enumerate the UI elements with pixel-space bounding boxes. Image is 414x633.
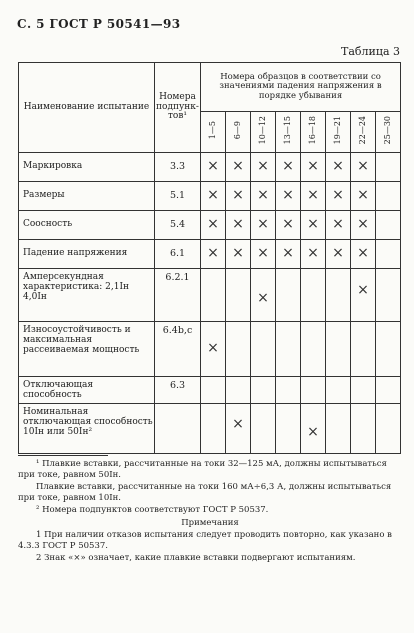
- mark: ×: [257, 216, 269, 233]
- col-header-section: Номера подпунк-тов¹: [155, 63, 201, 153]
- mark-cell: [326, 377, 351, 404]
- table-row: [19, 322, 401, 377]
- mark-cell: [276, 322, 301, 377]
- mark: ×: [232, 187, 244, 204]
- mark-cell: [326, 211, 351, 240]
- mark-cell: [251, 153, 276, 182]
- mark: ×: [282, 245, 294, 262]
- mark-cell: [276, 211, 301, 240]
- mark-cell: [251, 211, 276, 240]
- mark: ×: [332, 187, 344, 204]
- mark-cell: [201, 240, 226, 269]
- sample-col: 6—9: [226, 112, 251, 153]
- row-name: Номинальная отключающая способность 10Iн или 50Iн²: [19, 404, 155, 454]
- mark-cell: [201, 211, 226, 240]
- sample-col: 13—15: [276, 112, 301, 153]
- mark: ×: [307, 158, 319, 175]
- sample-col: 25—30: [376, 112, 401, 153]
- row-section: 6.2.1: [155, 269, 201, 322]
- mark-cell: [351, 153, 376, 182]
- mark: ×: [357, 245, 369, 262]
- footnotes: [18, 455, 402, 564]
- mark-cell: [251, 377, 276, 404]
- mark-cell: [326, 322, 351, 377]
- row-section: 6.3: [155, 377, 201, 404]
- table-row: [19, 240, 401, 269]
- mark-cell: [276, 269, 301, 322]
- mark-cell: [376, 269, 401, 322]
- mark-cell: [301, 182, 326, 211]
- row-section: 6.1: [155, 240, 201, 269]
- mark-cell: [376, 182, 401, 211]
- mark-cell: [376, 322, 401, 377]
- row-name: Амперсекундная характеристика: 2,1Iн 4,0Iн: [19, 269, 155, 322]
- row-name: Размеры: [19, 182, 155, 211]
- mark: ×: [282, 216, 294, 233]
- table-row: [19, 153, 401, 182]
- mark: ×: [257, 158, 269, 175]
- mark-cell: [226, 182, 251, 211]
- mark-cell: [201, 322, 226, 377]
- mark-cell: [201, 153, 226, 182]
- mark-cell: [326, 240, 351, 269]
- row-name: Падение напряжения: [19, 240, 155, 269]
- mark-cell: [201, 269, 226, 322]
- note-1: 1 При наличии отказов испытания следует проводить повторно, как указано в 4.3.3 ГОСТ Р 50537.: [18, 529, 392, 552]
- table-row: [19, 377, 401, 404]
- mark-cell: [351, 377, 376, 404]
- sample-col: 22—24: [351, 112, 376, 153]
- mark-cell: [226, 404, 251, 454]
- table-row: [19, 404, 401, 454]
- mark: ×: [332, 158, 344, 175]
- mark: ×: [207, 216, 219, 233]
- mark-cell: [251, 269, 276, 322]
- mark-cell: [226, 240, 251, 269]
- mark-cell: [276, 153, 301, 182]
- sample-col: 10—12: [251, 112, 276, 153]
- mark-cell: [376, 211, 401, 240]
- mark: ×: [282, 158, 294, 175]
- sample-col: 1—5: [201, 112, 226, 153]
- mark-cell: [276, 377, 301, 404]
- mark-cell: [301, 269, 326, 322]
- mark: ×: [257, 187, 269, 204]
- mark: ×: [207, 187, 219, 204]
- mark-cell: [226, 211, 251, 240]
- mark-cell: [201, 377, 226, 404]
- mark-cell: [301, 377, 326, 404]
- mark-cell: [351, 211, 376, 240]
- mark-cell: [376, 377, 401, 404]
- mark: ×: [307, 216, 319, 233]
- mark-cell: [301, 322, 326, 377]
- table-row: [19, 269, 401, 322]
- mark-cell: [351, 404, 376, 454]
- mark-cell: [351, 240, 376, 269]
- row-name: Соосность: [19, 211, 155, 240]
- mark-cell: [376, 404, 401, 454]
- mark: ×: [207, 245, 219, 262]
- mark-cell: [326, 269, 351, 322]
- note-2: 2 Знак «×» означает, какие плавкие вставки подвергают испытаниям.: [36, 552, 356, 563]
- mark-cell: [276, 182, 301, 211]
- mark: ×: [307, 187, 319, 204]
- col-header-samples: Номера образцов в соответствии со значениями падения напряжения в порядке убывания: [201, 63, 401, 112]
- mark-cell: [326, 404, 351, 454]
- row-section: 6.4b,c: [155, 322, 201, 377]
- mark-cell: [351, 322, 376, 377]
- footnote-1b: Плавкие вставки, рассчитанные на токи 160 мА÷6,3 А, должны испытываться при токе, равном 10Iн.: [18, 481, 392, 504]
- mark-cell: [251, 182, 276, 211]
- mark-cell: [351, 269, 376, 322]
- sample-col: 19—21: [326, 112, 351, 153]
- mark: ×: [332, 245, 344, 262]
- mark-cell: [301, 404, 326, 454]
- mark-cell: [251, 240, 276, 269]
- mark-cell: [301, 240, 326, 269]
- mark-cell: [376, 153, 401, 182]
- notes-title: Примечания: [181, 518, 239, 529]
- mark: ×: [232, 245, 244, 262]
- mark-cell: [326, 153, 351, 182]
- mark: ×: [307, 245, 319, 262]
- col-header-name: Наименование испытание: [19, 63, 155, 153]
- mark: ×: [207, 340, 219, 357]
- mark-cell: [376, 240, 401, 269]
- mark: ×: [357, 216, 369, 233]
- row-name: Отключающая способность: [19, 377, 155, 404]
- mark-cell: [226, 322, 251, 377]
- footnote-1: ¹ Плавкие вставки, рассчитанные на токи 32—125 мА, должны испытываться при токе, равном 50Iн.: [18, 459, 387, 481]
- page-header: С. 5 ГОСТ Р 50541—93: [17, 17, 181, 31]
- mark-cell: [251, 404, 276, 454]
- mark-cell: [226, 153, 251, 182]
- mark: ×: [332, 216, 344, 233]
- mark-cell: [201, 182, 226, 211]
- mark-cell: [226, 377, 251, 404]
- mark: ×: [207, 158, 219, 175]
- row-name: Износоустойчивость и максимальная рассеиваемая мощность: [19, 322, 155, 377]
- table-row: [19, 182, 401, 211]
- row-name: Маркировка: [19, 153, 155, 182]
- mark: ×: [257, 245, 269, 262]
- sample-col: 16—18: [301, 112, 326, 153]
- mark-cell: [251, 322, 276, 377]
- mark: ×: [357, 187, 369, 204]
- mark-cell: [326, 182, 351, 211]
- mark: ×: [357, 158, 369, 175]
- row-section: 3.3: [155, 153, 201, 182]
- table-row: [19, 211, 401, 240]
- footnote-2: ² Номера подпунктов соответствуют ГОСТ Р 50537.: [36, 504, 269, 515]
- mark: ×: [257, 290, 269, 307]
- mark: ×: [232, 158, 244, 175]
- row-section: 5.4: [155, 211, 201, 240]
- mark-cell: [276, 404, 301, 454]
- mark: ×: [307, 423, 319, 440]
- test-table: [18, 62, 401, 454]
- table-caption: Таблица 3: [341, 45, 400, 58]
- mark-cell: [276, 240, 301, 269]
- mark-cell: [351, 182, 376, 211]
- mark: ×: [232, 216, 244, 233]
- mark-cell: [201, 404, 226, 454]
- mark-cell: [301, 211, 326, 240]
- mark-cell: [226, 269, 251, 322]
- mark: ×: [232, 415, 244, 432]
- mark-cell: [301, 153, 326, 182]
- row-section: [155, 404, 201, 454]
- row-section: 5.1: [155, 182, 201, 211]
- mark: ×: [357, 282, 369, 299]
- mark: ×: [282, 187, 294, 204]
